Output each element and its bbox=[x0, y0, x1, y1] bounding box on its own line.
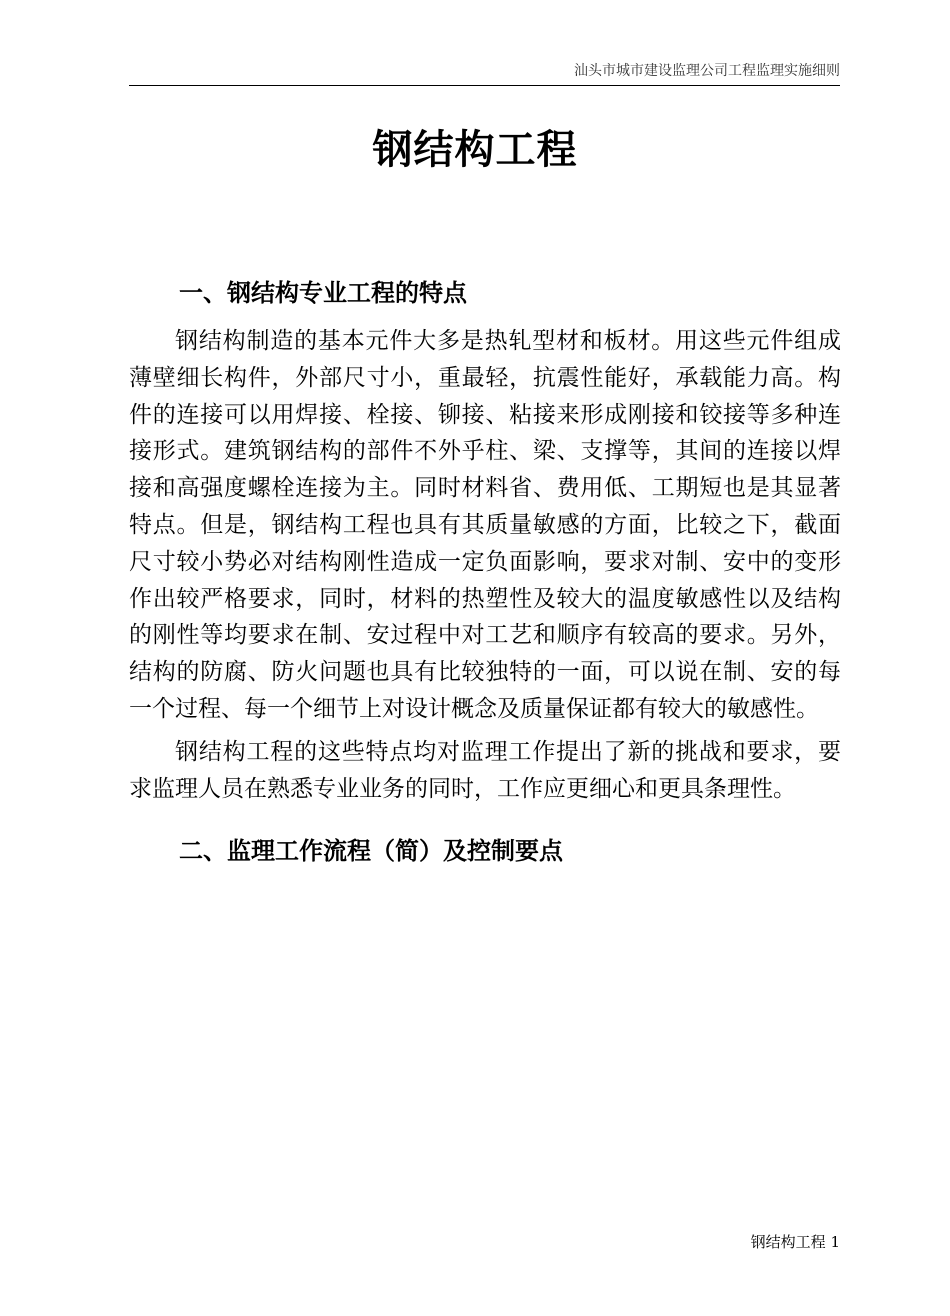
page-footer bbox=[751, 1232, 840, 1252]
paragraph-2: 钢结构工程的这些特点均对监理工作提出了新的挑战和要求，要求监理人员在熟悉专业业务的同时，工作应更细心和更具条理性。 bbox=[129, 738, 841, 802]
footer-label: 钢结构工程 bbox=[750, 1233, 826, 1251]
document-title: 钢结构工程 bbox=[372, 126, 578, 173]
running-header-title: 汕头市城市建设监理公司工程监理实施细则 bbox=[574, 63, 840, 79]
running-header bbox=[129, 62, 840, 86]
document-body bbox=[129, 275, 841, 869]
section-heading-1: 一、钢结构专业工程的特点 bbox=[179, 278, 467, 307]
section-heading-2: 二、监理工作流程（简）及控制要点 bbox=[179, 836, 563, 866]
page-number: 1 bbox=[830, 1233, 840, 1251]
paragraph-1: 钢结构制造的基本元件大多是热轧型材和板材。用这些元件组成薄壁细长构件，外部尺寸小，重最轻，抗震性能好，承载能力高。构件的连接可以用焊接、栓接、铆接、粘接来形成刚接和铰接等多种连接形式。建筑钢结构的部件不外乎柱、梁、支撑等，其间的连接以焊接和高强度螺栓连接为主。同时材料省、费用低、工期短也是其显著特点。但是，钢结构工程也具有其质量敏感的方面，比较之下，截面尺寸较小势必对结构刚性造成一定负面影响，要求对制、安中的变形作出较严格要求，同时，材料的热塑性及较大的温度敏感性以及结构的刚性等均要求在制、安过程中对工艺和顺序有较高的要求。另外，结构的防腐、防火问题也具有比较独特的一面，可以说在制、安的每一个过程、每一个细节上对设计概念及质量保证都有较大的敏感性。 bbox=[129, 328, 841, 722]
